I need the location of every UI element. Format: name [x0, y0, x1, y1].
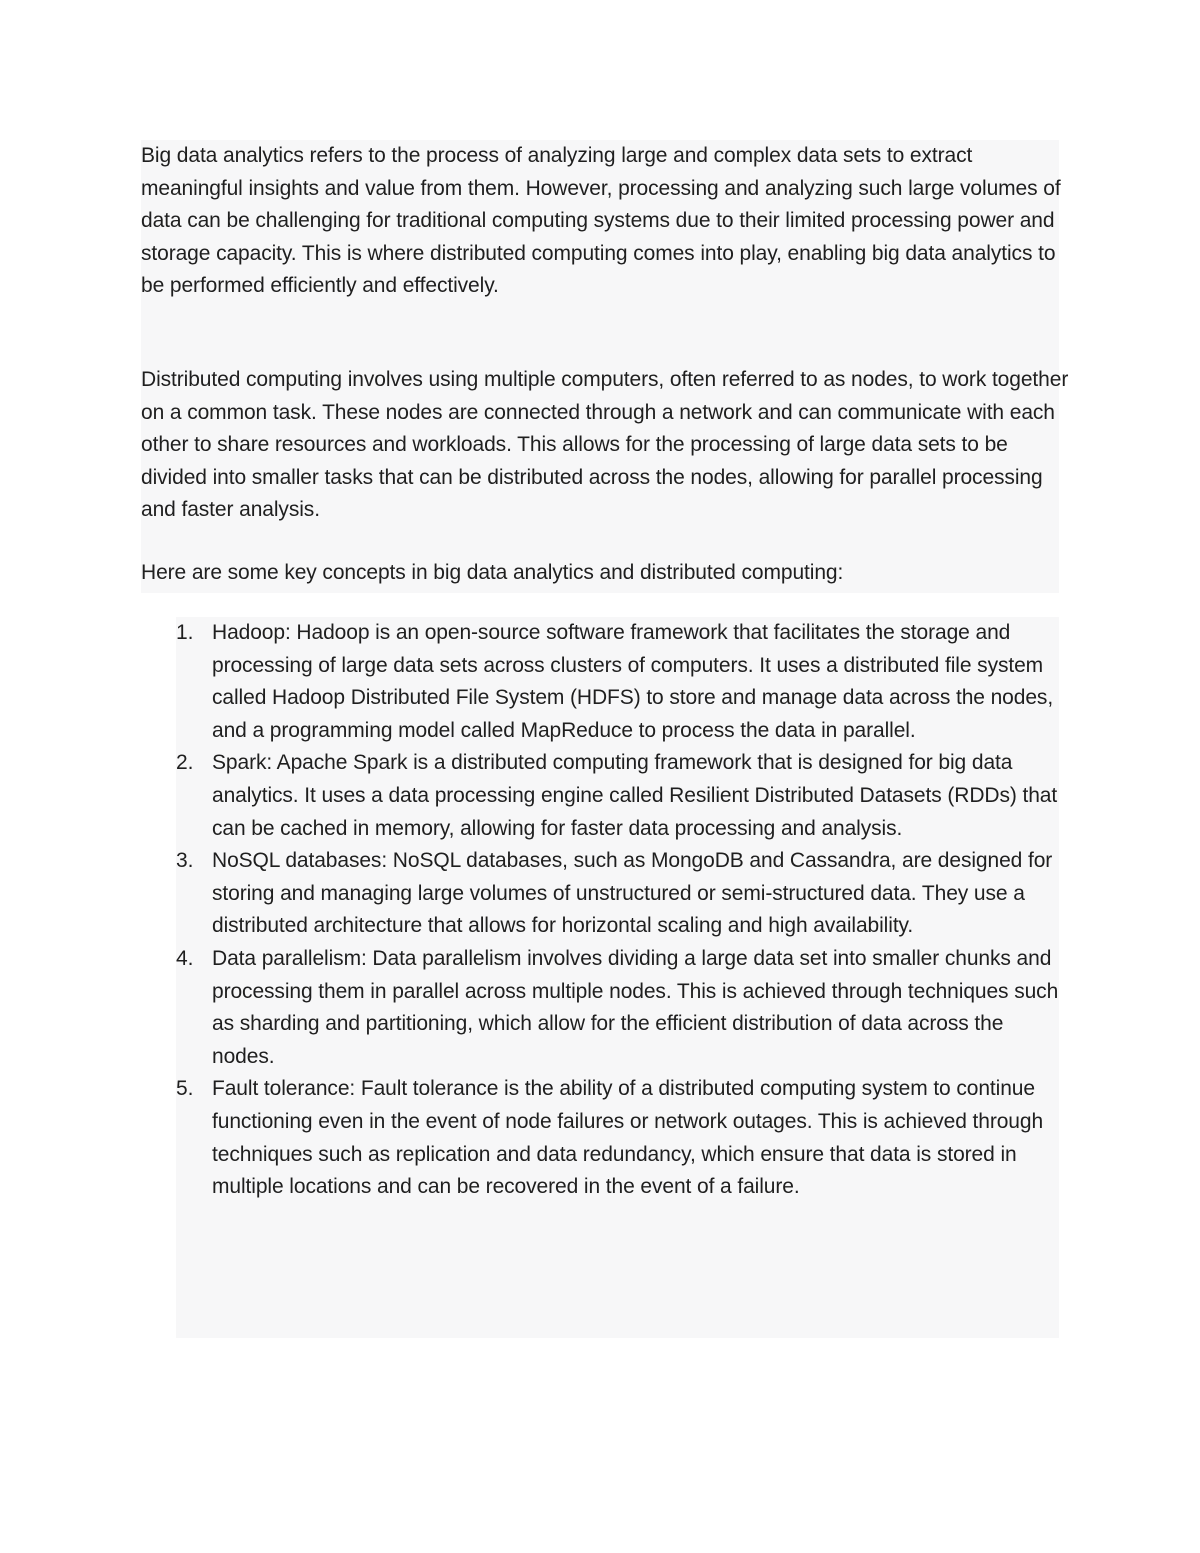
list-item-data-parallelism: [176, 943, 1071, 1073]
list-item-text: Spark: Apache Spark is a distributed computing framework that is designed for big data analytics. It uses a data processing engine called Resilient Distributed Datasets (RDDs) that can be cached in memory, allowing for faster data processing and analysis.: [212, 751, 1058, 840]
list-item-number: 2.: [176, 751, 194, 775]
list-item-text: Data parallelism: Data parallelism involves dividing a large data set into smaller chunks and processing them in parallel across multiple nodes. This is achieved through techniques such as sharding and partitioning, which allow for the efficient distribution of data across the nodes.: [212, 946, 1059, 1068]
list-item-text: Fault tolerance: Fault tolerance is the ability of a distributed computing system to continue functioning even in the event of node failures or network outages. This is achieved through techniques such as replication and data redundancy, which ensure that data is stored in multiple locations and can be recovered in the event of a failure.: [212, 1077, 1044, 1199]
key-concepts-lead-in: Here are some key concepts in big data analytics and distributed computing:: [141, 561, 844, 584]
list-item-number: 3.: [176, 849, 194, 873]
list-item-number: 5.: [176, 1077, 194, 1101]
list-item-text: NoSQL databases: NoSQL databases, such as MongoDB and Cassandra, are designed for storing and managing large volumes of unstructured or semi-structured data. They use a distributed architecture that allows for horizontal scaling and high availability.: [212, 849, 1053, 938]
list-item-spark: [176, 747, 1071, 845]
list-item-number: 1.: [176, 621, 194, 644]
distributed-computing-paragraph: Distributed computing involves using multiple computers, often referred to as nodes, to work together on a common task. These nodes are connected through a network and can communicate with each other to share resources and workloads. This allows for the processing of large data sets to be divided into smaller tasks that can be distributed across the nodes, allowing for parallel processing and faster analysis.: [141, 368, 1069, 522]
intro-paragraph: Big data analytics refers to the process of analyzing large and complex data sets to extract meaningful insights and value from them. However, processing and analyzing such large volumes of data can be challenging for traditional computing systems due to their limited processing power and storage capacity. This is where distributed computing comes into play, enabling big data analytics to be performed efficiently and effectively.: [141, 144, 1061, 298]
list-item-text: Hadoop: Hadoop is an open-source software framework that facilitates the storage and processing of large data sets across clusters of computers. It uses a distributed file system called Hadoop Distributed File System (HDFS) to store and manage data across the nodes, and a programming model called MapReduce to process the data in parallel.: [212, 621, 1054, 742]
list-item-nosql: [176, 845, 1071, 943]
key-concepts-list: [176, 617, 1071, 1204]
list-item-hadoop: [176, 617, 1071, 747]
list-item-number: 4.: [176, 946, 194, 970]
list-item-fault-tolerance: [176, 1073, 1071, 1203]
